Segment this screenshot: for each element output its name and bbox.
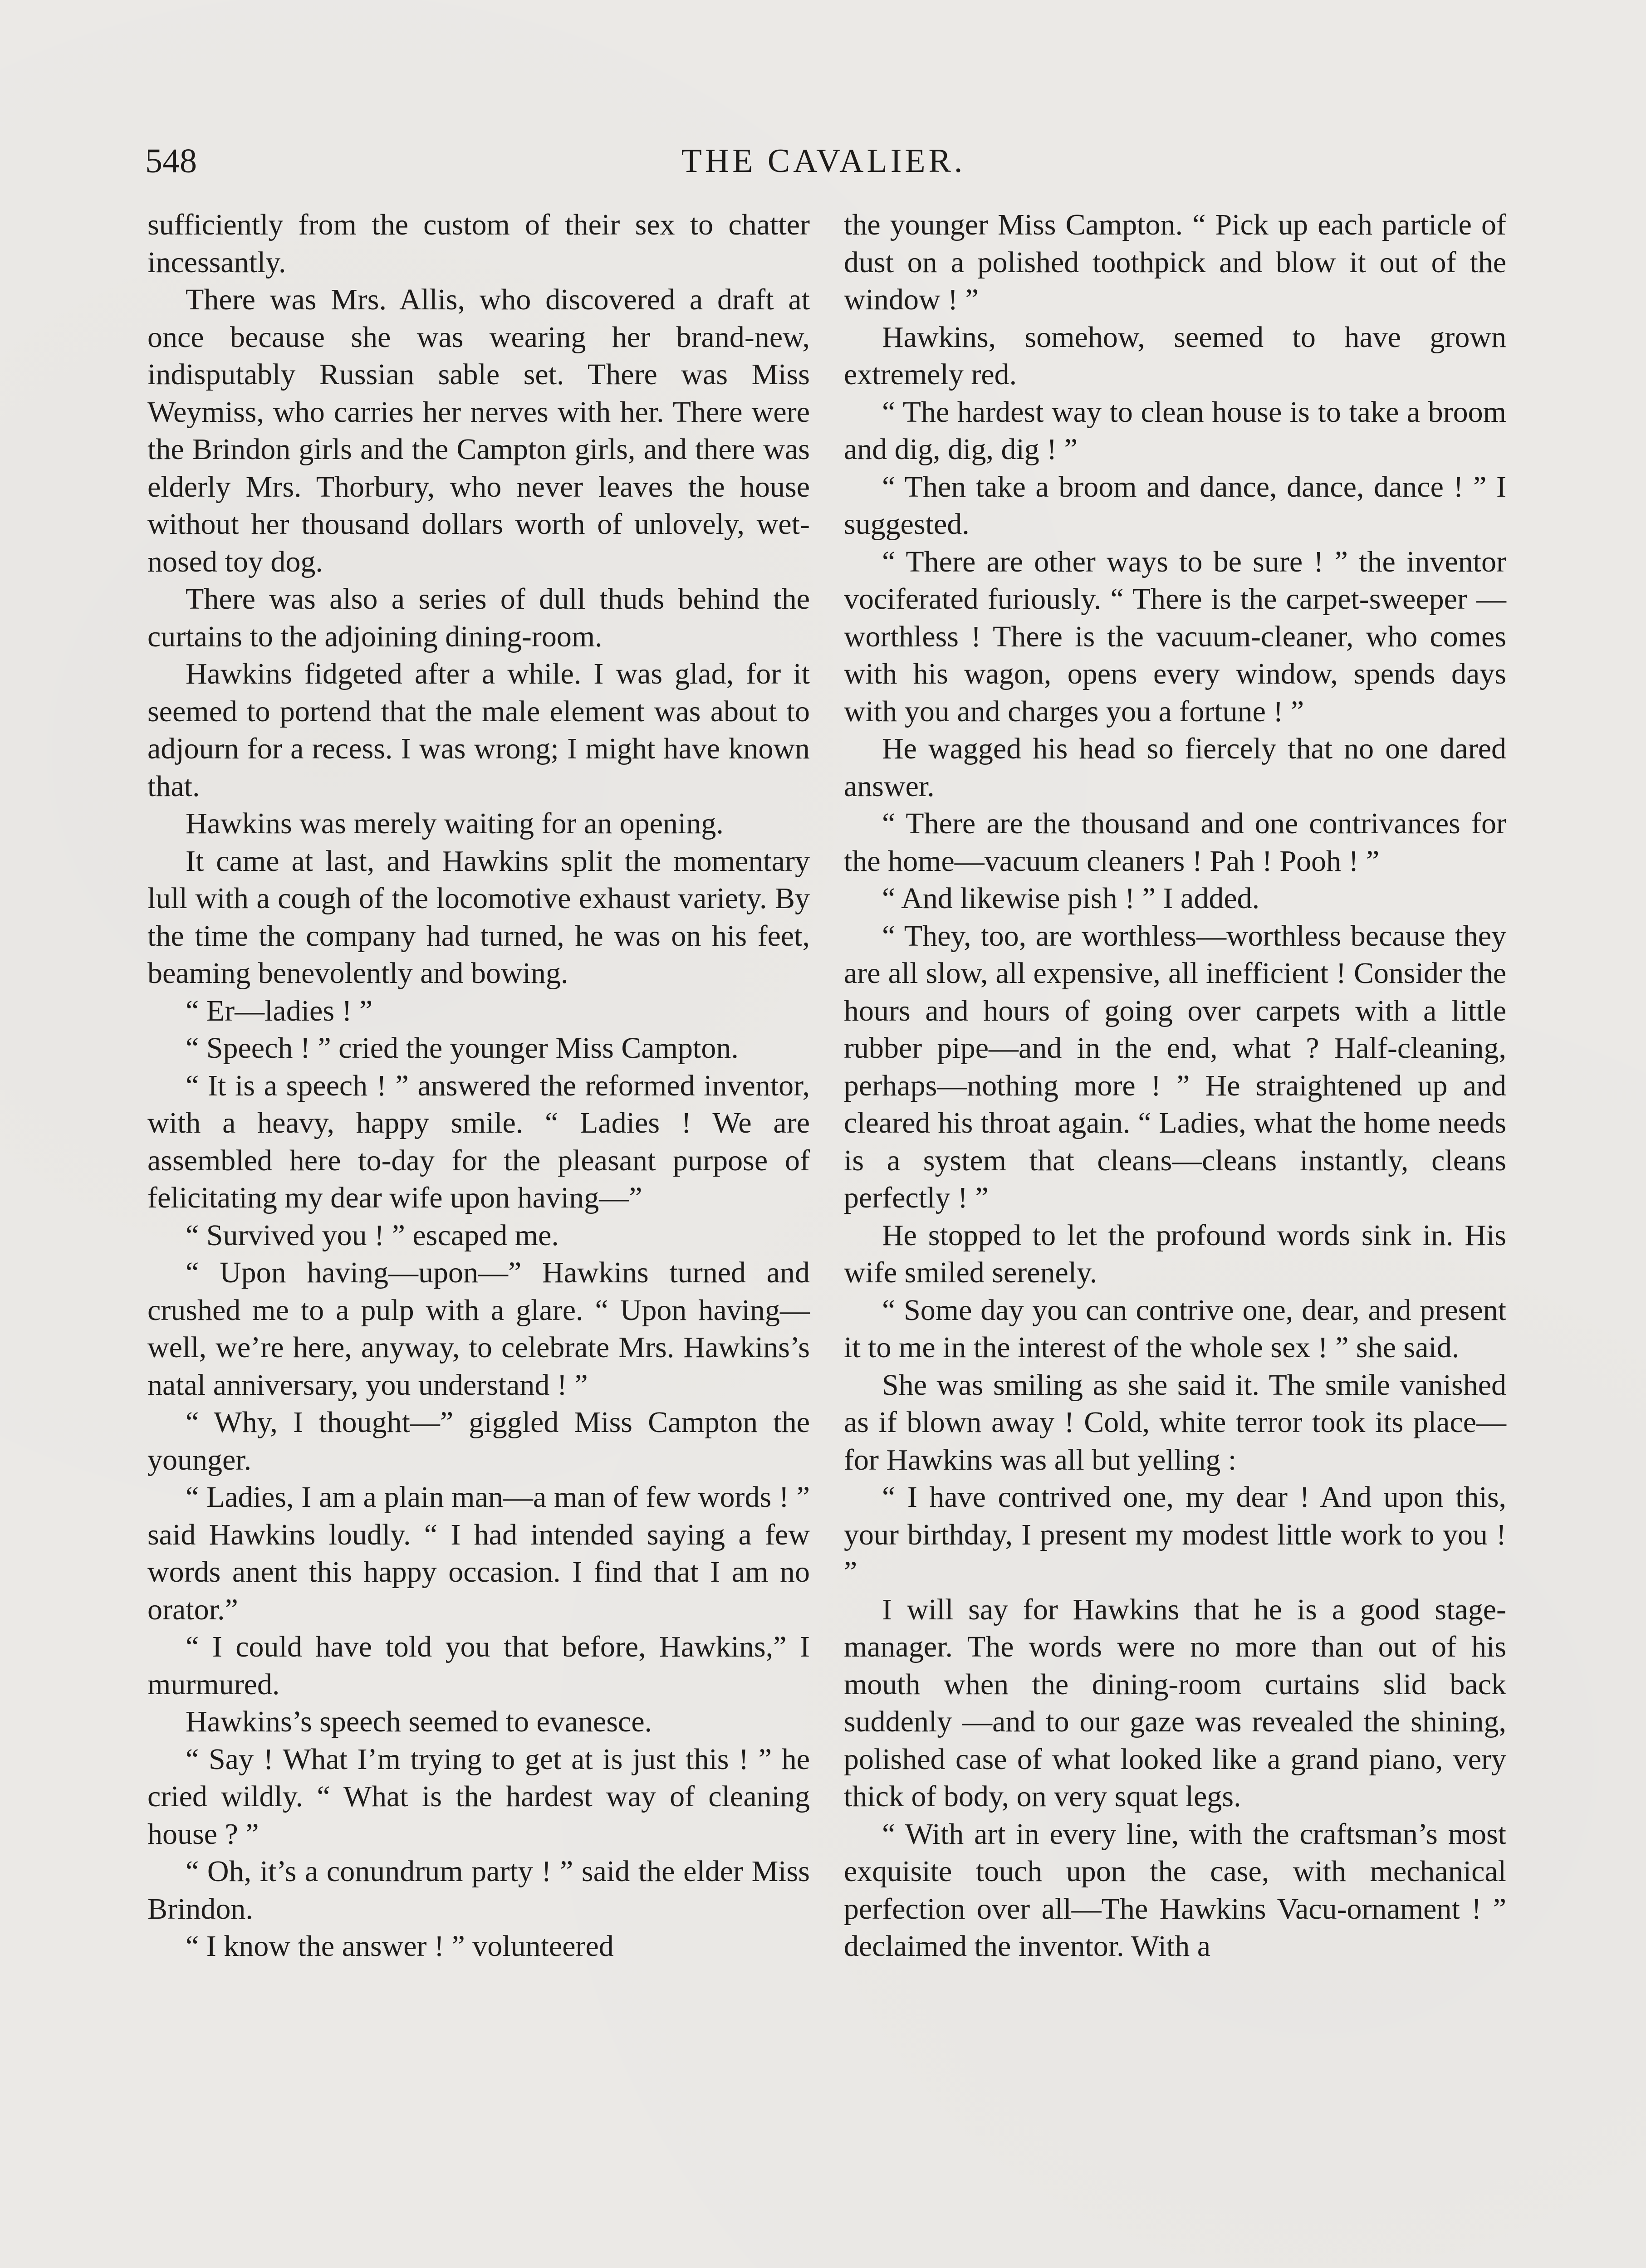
- paragraph: “ With art in every line, with the craftsman’s most exquisite touch upon the case, with mechanical perfection over all—The Hawkins Vacu-ornament ! ” declaimed the inventor. With a: [844, 1817, 1506, 1963]
- paragraph: I will say for Hawkins that he is a good stage-manager. The words were no more than out of his mouth when the dining-room curtains slid back suddenly —and to our gaze was revealed the shining, polished case of what looked like a grand piano, very thick of body, on very squat legs.: [844, 1593, 1506, 1813]
- paragraph: Hawkins, somehow, seemed to have grown extremely red.: [844, 320, 1506, 391]
- running-title: THE CAVALIER.: [681, 142, 966, 180]
- paragraph: “ Then take a broom and dance, dance, dance ! ” I suggested.: [844, 470, 1506, 541]
- paragraph: “ They, too, are worthless—worthless because they are all slow, all expensive, all inefficient ! Consider the hours and hours of going over carpets with a little rubber pipe—and in the end, what ? Half-cleaning, perhaps—nothing more ! ” He straightened up and cleared his throat again. “ Ladies, what the home needs is a system that cleans—cleans instantly, cleans perfectly ! ”: [844, 919, 1506, 1214]
- paragraph: sufficiently from the custom of their sex to chatter incessantly.: [147, 208, 810, 279]
- paragraph: “ Survived you ! ” escaped me.: [186, 1218, 559, 1252]
- paragraph: Hawkins fidgeted after a while. I was glad, for it seemed to portend that the male element was about to adjourn for a recess. I was wrong; I might have known that.: [147, 657, 810, 803]
- paragraph: “ Some day you can contrive one, dear, and present it to me in the interest of the whole sex ! ” she said.: [844, 1293, 1506, 1364]
- paragraph: “ Why, I thought—” giggled Miss Campton the younger.: [147, 1406, 810, 1476]
- paragraph: He stopped to let the profound words sink in. His wife smiled serenely.: [844, 1218, 1506, 1289]
- paragraph: “ Upon having—upon—” Hawkins turned and crushed me to a pulp with a glare. “ Upon having—well, we’re here, anyway, to celebrate Mrs. Hawkins’s natal anniversary, you understand ! ”: [147, 1256, 810, 1402]
- paragraph: Hawkins’s speech seemed to evanesce.: [186, 1705, 652, 1738]
- paragraph: He wagged his head so fiercely that no one dared answer.: [844, 732, 1506, 803]
- paragraph: “ There are other ways to be sure ! ” the inventor vociferated furiously. “ There is the carpet-sweeper — worthless ! There is the vacuum-cleaner, who comes with his wagon, opens every window, spends days with you and charges you a fortune ! ”: [844, 545, 1506, 728]
- paragraph: “ It is a speech ! ” answered the reformed inventor, with a heavy, happy smile. “ Ladies ! We are assembled here to-day for the pleasant purpose of felicitating my dear wife upon having—”: [147, 1069, 810, 1214]
- paragraph: “ The hardest way to clean house is to take a broom and dig, dig, dig ! ”: [844, 395, 1506, 466]
- right-column: [844, 206, 1506, 1965]
- paragraph: It came at last, and Hawkins split the momentary lull with a cough of the locomotive exhaust variety. By the time the company had turned, he was on his feet, beaming benevolently and bowing.: [147, 844, 810, 990]
- paragraph: “ Speech ! ” cried the younger Miss Campton.: [186, 1031, 739, 1065]
- left-column: [147, 206, 810, 1965]
- paragraph: “ Say ! What I’m trying to get at is just this ! ” he cried wildly. “ What is the hardest way of cleaning house ? ”: [147, 1742, 810, 1851]
- paragraph: “ There are the thousand and one contrivances for the home—vacuum cleaners ! Pah ! Pooh ! ”: [844, 807, 1506, 878]
- paragraph: Hawkins was merely waiting for an opening.: [186, 807, 724, 840]
- paragraph: There was also a series of dull thuds behind the curtains to the adjoining dining-room.: [147, 582, 810, 653]
- paragraph: “ I know the answer ! ” volunteered: [186, 1930, 614, 1963]
- page-header: [145, 136, 1502, 186]
- paragraph: “ And likewise pish ! ” I added.: [882, 882, 1260, 915]
- paragraph: “ Oh, it’s a conundrum party ! ” said the elder Miss Brindon.: [147, 1855, 810, 1926]
- paragraph: “ I have contrived one, my dear ! And upon this, your birthday, I present my modest little work to you ! ”: [844, 1481, 1506, 1589]
- paragraph: “ I could have told you that before, Hawkins,” I murmured.: [147, 1630, 810, 1701]
- paragraph: She was smiling as she said it. The smile vanished as if blown away ! Cold, white terror took its place—for Hawkins was all but yelling :: [844, 1368, 1506, 1476]
- page-number: 548: [145, 142, 197, 180]
- paragraph: “ Er—ladies ! ”: [186, 994, 373, 1027]
- paragraph: “ Ladies, I am a plain man—a man of few words ! ” said Hawkins loudly. “ I had intended saying a few words anent this happy occasion. I find that I am no orator.”: [147, 1481, 810, 1626]
- paragraph: the younger Miss Campton. “ Pick up each particle of dust on a polished toothpick and blow it out of the window ! ”: [844, 208, 1506, 316]
- paragraph: There was Mrs. Allis, who discovered a draft at once because she was wearing her brand-new, indisputably Russian sable set. There was Miss Weymiss, who carries her nerves with her. There were the Brindon girls and the Campton girls, and there was elderly Mrs. Thorbury, who never leaves the house without her thousand dollars worth of unlovely, wet-nosed toy dog.: [147, 283, 810, 578]
